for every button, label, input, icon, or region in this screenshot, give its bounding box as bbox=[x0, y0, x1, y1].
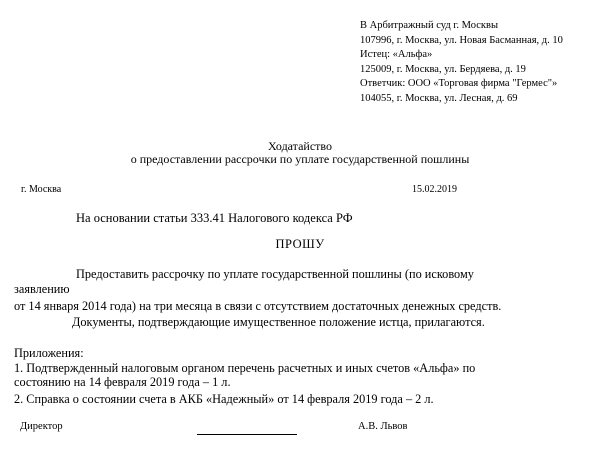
defendant-address: 104055, г. Москва, ул. Лесная, д. 69 bbox=[360, 92, 518, 104]
document-date: 15.02.2019 bbox=[412, 184, 457, 195]
court-address: 107996, г. Москва, ул. Новая Басманная, д. 10 bbox=[360, 34, 563, 46]
body-line-4: Документы, подтверждающие имущественное положение истца, прилагаются. bbox=[72, 315, 485, 329]
place-of-issue: г. Москва bbox=[21, 184, 62, 195]
defendant-line: Ответчик: ООО «Торговая фирма "Гермес"» bbox=[360, 78, 558, 90]
attachment-line-2: состоянию на 14 февраля 2019 года – 1 л. bbox=[14, 375, 231, 389]
court-line: В Арбитражный суд г. Москвы bbox=[360, 20, 499, 31]
attachments-heading: Приложения: bbox=[14, 346, 84, 360]
request-heading: ПРОШУ bbox=[275, 237, 325, 251]
attachment-line-1: 1. Подтвержденный налоговым органом перечень расчетных и иных счетов «Альфа» по bbox=[14, 361, 476, 375]
body-line-3: от 14 января 2014 года) на три месяца в связи с отсутствием достаточных денежных средств. bbox=[14, 299, 502, 313]
legal-basis: На основании статьи 333.41 Налогового кодекса РФ bbox=[76, 211, 353, 225]
document-title: Ходатайство bbox=[268, 139, 332, 153]
signer-name: А.В. Львов bbox=[358, 421, 408, 432]
addressee-block bbox=[360, 19, 596, 107]
document-subtitle: о предоставлении рассрочки по уплате государственной пошлины bbox=[130, 152, 470, 166]
body-line-2: заявлению bbox=[14, 282, 70, 296]
plaintiff-line: Истец: «Альфа» bbox=[360, 49, 433, 61]
signature-line bbox=[197, 434, 297, 435]
body-line-1: Предоставить рассрочку по уплате государственной пошлины (по исковому bbox=[76, 267, 474, 281]
plaintiff-address: 125009, г. Москва, ул. Бердяева, д. 19 bbox=[360, 63, 526, 75]
attachment-line-3: 2. Справка о состоянии счета в АКБ «Надежный» от 14 февраля 2019 года – 2 л. bbox=[14, 392, 434, 406]
signer-role: Директор bbox=[20, 421, 63, 432]
